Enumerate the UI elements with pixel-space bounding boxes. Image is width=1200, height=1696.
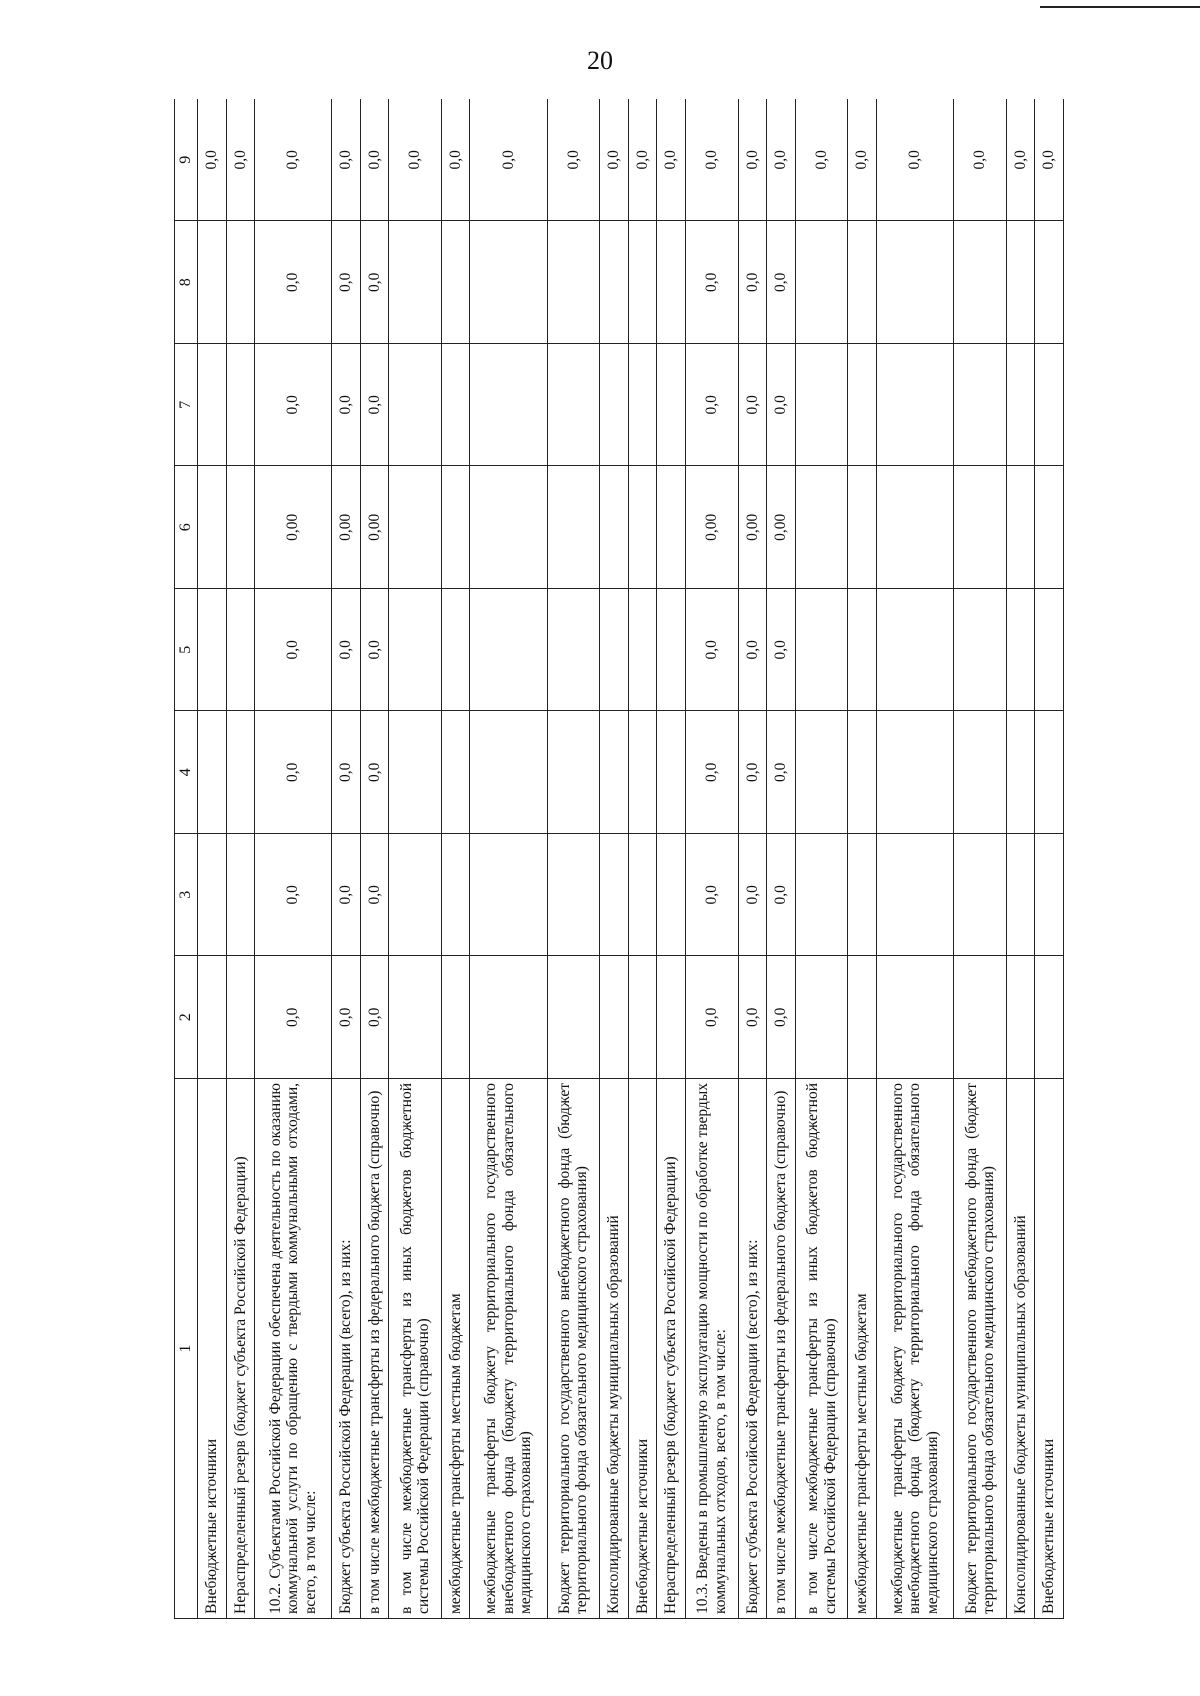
value-cell: 0,0 (767, 99, 796, 221)
value-cell (795, 711, 848, 834)
value-cell (547, 711, 600, 834)
value-cell (547, 221, 600, 344)
table-row (441, 99, 470, 1619)
value-cell (876, 589, 953, 712)
value-cell (441, 589, 470, 712)
value-cell (470, 221, 547, 344)
row-label: Нераспределенный резерв (бюджет субъекта Российской Федерации) (226, 1079, 255, 1619)
row-label: 10.2. Субъектами Российской Федерации обеспечена деятельность по оказанию коммунальной услуги по обращению с твердыми коммунальными отходами, всего, в том числе: (255, 1079, 332, 1619)
value-cell (954, 589, 1007, 712)
value-cell (1035, 466, 1064, 589)
value-cell (657, 466, 686, 589)
column-header-6: 6 (175, 466, 198, 589)
value-cell (441, 834, 470, 957)
value-cell: 0,0 (738, 956, 767, 1079)
value-cell (848, 711, 877, 834)
value-cell (848, 834, 877, 957)
row-label: межбюджетные трансферты местным бюджетам (441, 1079, 470, 1619)
value-cell (600, 466, 629, 589)
column-header-7: 7 (175, 344, 198, 467)
value-cell (600, 344, 629, 467)
value-cell (657, 956, 686, 1079)
value-cell: 0,0 (255, 344, 332, 467)
value-cell: 0,0 (685, 221, 738, 344)
value-cell: 0,0 (738, 221, 767, 344)
value-cell (547, 344, 600, 467)
value-cell (600, 711, 629, 834)
value-cell: 0,0 (255, 711, 332, 834)
value-cell (848, 221, 877, 344)
value-cell (441, 711, 470, 834)
table-row (738, 99, 767, 1619)
table-row (876, 99, 953, 1619)
value-cell: 0,0 (954, 99, 1007, 221)
table-header (175, 99, 198, 1619)
value-cell (795, 956, 848, 1079)
value-cell (198, 589, 227, 712)
rotated-table-frame (174, 99, 1064, 1619)
row-label: в том числе межбюджетные трансферты из иных бюджетов бюджетной системы Российской Федерации (справочно) (795, 1079, 848, 1619)
table-row (628, 99, 657, 1619)
value-cell (1035, 589, 1064, 712)
value-cell: 0,00 (332, 466, 361, 589)
value-cell: 0,0 (685, 589, 738, 712)
value-cell: 0,0 (738, 589, 767, 712)
page-number: 20 (587, 46, 613, 75)
value-cell (389, 589, 442, 712)
value-cell (547, 834, 600, 957)
value-cell (1035, 834, 1064, 957)
value-cell (1006, 344, 1035, 467)
value-cell: 0,0 (767, 589, 796, 712)
value-cell (198, 344, 227, 467)
row-label: в том числе межбюджетные трансферты из иных бюджетов бюджетной системы Российской Федерации (справочно) (389, 1079, 442, 1619)
value-cell (226, 711, 255, 834)
value-cell: 0,0 (470, 99, 547, 221)
value-cell (795, 344, 848, 467)
value-cell: 0,0 (628, 99, 657, 221)
table-row (470, 99, 547, 1619)
value-cell: 0,0 (255, 834, 332, 957)
table-row (600, 99, 629, 1619)
value-cell: 0,0 (360, 344, 389, 467)
value-cell: 0,0 (332, 711, 361, 834)
value-cell: 0,0 (332, 99, 361, 221)
value-cell (1006, 956, 1035, 1079)
table-row (255, 99, 332, 1619)
value-cell (389, 466, 442, 589)
value-cell (470, 466, 547, 589)
row-label: Внебюджетные источники (628, 1079, 657, 1619)
top-rule (1040, 6, 1200, 8)
table-row (685, 99, 738, 1619)
row-label: Бюджет субъекта Российской Федерации (всего), из них: (332, 1079, 361, 1619)
value-cell (795, 466, 848, 589)
value-cell: 0,0 (332, 834, 361, 957)
value-cell (848, 466, 877, 589)
value-cell (657, 344, 686, 467)
value-cell (876, 956, 953, 1079)
value-cell (848, 589, 877, 712)
table-row (1006, 99, 1035, 1619)
value-cell: 0,0 (600, 99, 629, 221)
header-row (175, 99, 198, 1619)
value-cell: 0,0 (795, 99, 848, 221)
value-cell: 0,0 (1006, 99, 1035, 221)
value-cell (226, 956, 255, 1079)
table-row (767, 99, 796, 1619)
value-cell (657, 221, 686, 344)
value-cell: 0,00 (255, 466, 332, 589)
table-row (657, 99, 686, 1619)
value-cell: 0,0 (738, 711, 767, 834)
table-row (848, 99, 877, 1619)
value-cell: 0,0 (198, 99, 227, 221)
budget-table (174, 99, 1064, 1619)
column-header-2: 2 (175, 956, 198, 1079)
row-label: Консолидированные бюджеты муниципальных образований (1006, 1079, 1035, 1619)
value-cell (954, 834, 1007, 957)
value-cell (198, 956, 227, 1079)
rotated-table-content (174, 99, 1064, 1619)
table-row (198, 99, 227, 1619)
value-cell: 0,0 (848, 99, 877, 221)
value-cell (628, 221, 657, 344)
value-cell (795, 834, 848, 957)
value-cell: 0,0 (767, 344, 796, 467)
row-label: в том числе межбюджетные трансферты из федерального бюджета (справочно) (767, 1079, 796, 1619)
value-cell: 0,0 (360, 956, 389, 1079)
row-label: Бюджет территориального государственного внебюджетного фонда (бюджет территориального фонда обязательного медицинского страхования) (954, 1079, 1007, 1619)
value-cell (470, 834, 547, 957)
value-cell (876, 466, 953, 589)
value-cell (1035, 221, 1064, 344)
column-header-3: 3 (175, 834, 198, 957)
value-cell (389, 221, 442, 344)
column-header-4: 4 (175, 711, 198, 834)
row-label: Внебюджетные источники (198, 1079, 227, 1619)
value-cell: 0,0 (547, 99, 600, 221)
value-cell (441, 221, 470, 344)
table-row (226, 99, 255, 1619)
value-cell (848, 344, 877, 467)
value-cell (389, 956, 442, 1079)
value-cell (876, 221, 953, 344)
row-label: Бюджет территориального государственного внебюджетного фонда (бюджет территориального фонда обязательного медицинского страхования) (547, 1079, 600, 1619)
value-cell: 0,0 (360, 99, 389, 221)
value-cell (1006, 589, 1035, 712)
row-label: Консолидированные бюджеты муниципальных образований (600, 1079, 629, 1619)
column-header-8: 8 (175, 221, 198, 344)
value-cell (876, 344, 953, 467)
value-cell (470, 956, 547, 1079)
value-cell (628, 589, 657, 712)
value-cell (628, 466, 657, 589)
value-cell (657, 711, 686, 834)
value-cell: 0,0 (685, 99, 738, 221)
value-cell: 0,0 (360, 711, 389, 834)
table-row (389, 99, 442, 1619)
row-label: в том числе межбюджетные трансферты из федерального бюджета (справочно) (360, 1079, 389, 1619)
value-cell (441, 956, 470, 1079)
value-cell: 0,0 (767, 834, 796, 957)
value-cell: 0,0 (876, 99, 953, 221)
table-body (198, 99, 1064, 1619)
value-cell (226, 834, 255, 957)
value-cell: 0,0 (332, 956, 361, 1079)
value-cell (1006, 221, 1035, 344)
value-cell (1006, 466, 1035, 589)
value-cell (795, 589, 848, 712)
value-cell (198, 221, 227, 344)
value-cell: 0,0 (360, 221, 389, 344)
row-label: Бюджет субъекта Российской Федерации (всего), из них: (738, 1079, 767, 1619)
row-label: Внебюджетные источники (1035, 1079, 1064, 1619)
value-cell (441, 466, 470, 589)
table-row (547, 99, 600, 1619)
value-cell (600, 956, 629, 1079)
value-cell (1006, 834, 1035, 957)
column-header-5: 5 (175, 589, 198, 712)
value-cell (470, 589, 547, 712)
value-cell: 0,0 (255, 99, 332, 221)
value-cell (198, 711, 227, 834)
value-cell: 0,0 (685, 834, 738, 957)
row-label: межбюджетные трансферты местным бюджетам (848, 1079, 877, 1619)
value-cell: 0,0 (332, 221, 361, 344)
row-label: межбюджетные трансферты бюджету территориального государственного внебюджетного фонда (бюджету территориального фонда обязательного медицинского страхования) (470, 1079, 547, 1619)
column-header-1: 1 (175, 1079, 198, 1619)
table-row (1035, 99, 1064, 1619)
value-cell: 0,0 (360, 834, 389, 957)
row-label: 10.3. Введены в промышленную эксплуатацию мощности по обработке твердых коммунальных отходов, всего, в том числе: (685, 1079, 738, 1619)
value-cell (954, 956, 1007, 1079)
value-cell (628, 711, 657, 834)
value-cell (628, 834, 657, 957)
value-cell (226, 344, 255, 467)
value-cell: 0,00 (360, 466, 389, 589)
row-label: межбюджетные трансферты бюджету территориального государственного внебюджетного фонда (бюджету территориального фонда обязательного медицинского страхования) (876, 1079, 953, 1619)
value-cell (441, 344, 470, 467)
value-cell: 0,0 (389, 99, 442, 221)
value-cell (1035, 344, 1064, 467)
value-cell (954, 344, 1007, 467)
value-cell (389, 834, 442, 957)
value-cell: 0,0 (767, 956, 796, 1079)
value-cell: 0,0 (685, 711, 738, 834)
value-cell (628, 956, 657, 1079)
value-cell (600, 834, 629, 957)
value-cell: 0,0 (685, 344, 738, 467)
value-cell: 0,0 (738, 99, 767, 221)
value-cell: 0,00 (738, 466, 767, 589)
value-cell: 0,0 (738, 344, 767, 467)
value-cell (547, 466, 600, 589)
value-cell (198, 466, 227, 589)
value-cell: 0,0 (255, 956, 332, 1079)
value-cell: 0,0 (738, 834, 767, 957)
value-cell: 0,0 (255, 221, 332, 344)
value-cell (1035, 711, 1064, 834)
table-row (360, 99, 389, 1619)
value-cell: 0,0 (360, 589, 389, 712)
value-cell (1006, 711, 1035, 834)
value-cell: 0,0 (255, 589, 332, 712)
value-cell: 0,00 (685, 466, 738, 589)
value-cell: 0,0 (332, 344, 361, 467)
value-cell (876, 711, 953, 834)
value-cell: 0,0 (767, 711, 796, 834)
value-cell (600, 221, 629, 344)
value-cell (600, 589, 629, 712)
value-cell (470, 711, 547, 834)
table-row (332, 99, 361, 1619)
value-cell (226, 466, 255, 589)
row-label: Нераспределенный резерв (бюджет субъекта Российской Федерации) (657, 1079, 686, 1619)
value-cell (547, 589, 600, 712)
value-cell (547, 956, 600, 1079)
value-cell (657, 589, 686, 712)
value-cell: 0,0 (767, 221, 796, 344)
value-cell (628, 344, 657, 467)
value-cell (198, 834, 227, 957)
value-cell (876, 834, 953, 957)
value-cell (657, 834, 686, 957)
value-cell: 0,0 (685, 956, 738, 1079)
value-cell (1035, 956, 1064, 1079)
column-header-9: 9 (175, 99, 198, 221)
value-cell: 0,00 (767, 466, 796, 589)
value-cell (954, 466, 1007, 589)
value-cell: 0,0 (1035, 99, 1064, 221)
table-row (795, 99, 848, 1619)
value-cell (470, 344, 547, 467)
value-cell (226, 221, 255, 344)
table-row (954, 99, 1007, 1619)
value-cell (389, 344, 442, 467)
value-cell: 0,0 (441, 99, 470, 221)
value-cell: 0,0 (657, 99, 686, 221)
value-cell (954, 221, 1007, 344)
value-cell (795, 221, 848, 344)
value-cell: 0,0 (332, 589, 361, 712)
value-cell: 0,0 (226, 99, 255, 221)
value-cell (848, 956, 877, 1079)
value-cell (389, 711, 442, 834)
value-cell (226, 589, 255, 712)
value-cell (954, 711, 1007, 834)
